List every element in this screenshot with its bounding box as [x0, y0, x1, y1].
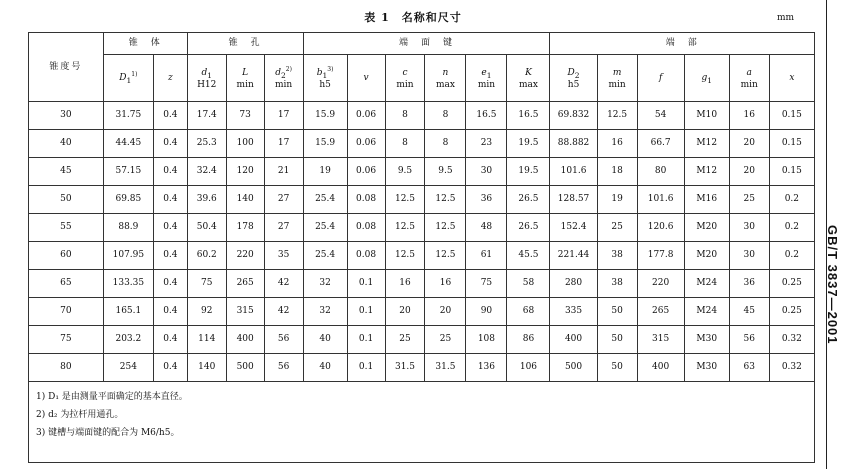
table-cell: 0.08 — [347, 242, 385, 270]
table-cell: 9.5 — [385, 158, 425, 186]
taper-no-cell: 40 — [29, 130, 104, 158]
table-cell: 86 — [507, 326, 550, 354]
table-cell: 25.4 — [303, 242, 347, 270]
table-cell: 178 — [226, 214, 264, 242]
table-cell: 8 — [385, 130, 425, 158]
table-cell: 0.4 — [153, 242, 187, 270]
table-cell: 16.5 — [507, 102, 550, 130]
table-cell: 54 — [637, 102, 684, 130]
table-cell: 23 — [466, 130, 507, 158]
column-header — [153, 55, 187, 102]
hole-group-header: 锥 孔 — [187, 33, 303, 55]
table-cell: 42 — [264, 270, 303, 298]
cone-group-header: 锥 体 — [103, 33, 187, 55]
column-header — [729, 55, 769, 102]
column-header — [103, 55, 153, 102]
table-cell: 56 — [729, 326, 769, 354]
table-cell: 0.4 — [153, 102, 187, 130]
table-cell: 69.85 — [103, 186, 153, 214]
table-cell: 16 — [729, 102, 769, 130]
notes-row — [29, 382, 815, 463]
column-symbol: z — [168, 73, 173, 84]
table-cell: 45 — [729, 298, 769, 326]
table-cell: 92 — [187, 298, 226, 326]
table-cell: 265 — [637, 298, 684, 326]
table-cell: 68 — [507, 298, 550, 326]
column-header — [550, 55, 597, 102]
table-cell: 400 — [550, 326, 597, 354]
table-cell: 56 — [264, 326, 303, 354]
table-cell: 8 — [425, 130, 466, 158]
column-unit: max — [435, 79, 455, 90]
table-cell: 12.5 — [425, 186, 466, 214]
table-cell: 18 — [597, 158, 637, 186]
table-row — [29, 354, 815, 382]
table-cell: 0.4 — [153, 186, 187, 214]
table-cell: 203.2 — [103, 326, 153, 354]
table-cell: 12.5 — [385, 242, 425, 270]
column-unit: H12 — [197, 79, 217, 90]
table-cell: 0.4 — [153, 158, 187, 186]
table-cell: 120 — [226, 158, 264, 186]
table-cell: 265 — [226, 270, 264, 298]
table-cell: 32.4 — [187, 158, 226, 186]
column-symbol: a — [746, 67, 752, 78]
table-cell: 25 — [597, 214, 637, 242]
table-cell: 36 — [729, 270, 769, 298]
table-cell: 60.2 — [187, 242, 226, 270]
table-cell: 19.5 — [507, 130, 550, 158]
column-symbol: $d_2^{2)}$ — [275, 65, 292, 80]
column-symbol: $g_1$ — [701, 73, 712, 85]
table-cell: 0.1 — [347, 270, 385, 298]
table-cell: 0.15 — [769, 158, 814, 186]
table-cell: 0.25 — [769, 298, 814, 326]
footnote: 2) d₂ 为拉杆用通孔。 — [36, 409, 124, 420]
table-cell: 90 — [466, 298, 507, 326]
column-symbol: $D_2$ — [567, 67, 580, 80]
table-cell: M24 — [684, 298, 729, 326]
table-cell: 25 — [385, 326, 425, 354]
table-cell: 12.5 — [597, 102, 637, 130]
table-cell: 0.2 — [769, 242, 814, 270]
table-cell: 63 — [729, 354, 769, 382]
table-cell: 31.5 — [425, 354, 466, 382]
table-cell: 21 — [264, 158, 303, 186]
column-header — [347, 55, 385, 102]
table-cell: 254 — [103, 354, 153, 382]
column-header — [226, 55, 264, 102]
table-cell: 38 — [597, 270, 637, 298]
table-cell: 26.5 — [507, 214, 550, 242]
taper-no-cell: 65 — [29, 270, 104, 298]
group-header-row — [29, 33, 815, 55]
table-cell: 280 — [550, 270, 597, 298]
table-cell: 0.15 — [769, 102, 814, 130]
table-cell: 38 — [597, 242, 637, 270]
table-cell: 30 — [729, 242, 769, 270]
table-cell: 0.1 — [347, 298, 385, 326]
table-cell: 0.08 — [347, 186, 385, 214]
table-cell: 107.95 — [103, 242, 153, 270]
table-cell: M20 — [684, 214, 729, 242]
table-cell: 140 — [226, 186, 264, 214]
table-cell: 0.15 — [769, 130, 814, 158]
table-cell: 58 — [507, 270, 550, 298]
table-cell: 16 — [425, 270, 466, 298]
table-cell: 0.06 — [347, 130, 385, 158]
table-row — [29, 298, 815, 326]
table-cell: 25 — [729, 186, 769, 214]
table-cell: 31.5 — [385, 354, 425, 382]
column-unit: min — [608, 79, 626, 90]
table-cell: 9.5 — [425, 158, 466, 186]
table-row — [29, 186, 815, 214]
table-cell: 69.832 — [550, 102, 597, 130]
taper-no-cell: 30 — [29, 102, 104, 130]
table-cell: 8 — [385, 102, 425, 130]
table-cell: 50 — [597, 298, 637, 326]
column-unit: h5 — [567, 79, 580, 90]
table-cell: 114 — [187, 326, 226, 354]
table-cell: 32 — [303, 270, 347, 298]
table-cell: 165.1 — [103, 298, 153, 326]
table-cell: 500 — [226, 354, 264, 382]
table-cell: 100 — [226, 130, 264, 158]
table-cell: M30 — [684, 326, 729, 354]
table-cell: 57.15 — [103, 158, 153, 186]
table-cell: 136 — [466, 354, 507, 382]
column-header — [597, 55, 637, 102]
table-row — [29, 158, 815, 186]
table-cell: M10 — [684, 102, 729, 130]
column-symbol: n — [442, 67, 449, 78]
table-cell: 12.5 — [385, 214, 425, 242]
footnote: 3) 键槽与端面键的配合为 M6/h5。 — [36, 427, 180, 438]
table-cell: 66.7 — [637, 130, 684, 158]
taper-no-cell: 75 — [29, 326, 104, 354]
standard-code: GB/T 3837—2001 — [825, 225, 840, 345]
table-cell: 0.06 — [347, 158, 385, 186]
table-cell: 27 — [264, 214, 303, 242]
table-cell: 30 — [466, 158, 507, 186]
column-symbol: $d_1$ — [201, 67, 213, 80]
table-cell: 152.4 — [550, 214, 597, 242]
table-cell: 133.35 — [103, 270, 153, 298]
taper-no-cell: 80 — [29, 354, 104, 382]
table-cell: 45.5 — [507, 242, 550, 270]
table-cell: 26.5 — [507, 186, 550, 214]
table-cell: 17.4 — [187, 102, 226, 130]
table-cell: 0.4 — [153, 298, 187, 326]
table-cell: 25 — [425, 326, 466, 354]
table-cell: 221.44 — [550, 242, 597, 270]
column-unit: min — [236, 79, 254, 90]
column-header — [385, 55, 425, 102]
table-cell: 27 — [264, 186, 303, 214]
table-row — [29, 242, 815, 270]
table-cell: 12.5 — [425, 214, 466, 242]
table-cell: 20 — [425, 298, 466, 326]
footnote: 1) D₁ 是由测量平面确定的基本直径。 — [36, 392, 188, 402]
table-cell: 30 — [729, 214, 769, 242]
table-cell: 73 — [226, 102, 264, 130]
table-cell: 50 — [597, 326, 637, 354]
table-cell: 16 — [597, 130, 637, 158]
table-cell: 0.08 — [347, 214, 385, 242]
table-cell: 315 — [226, 298, 264, 326]
table-cell: 50.4 — [187, 214, 226, 242]
taper-no-cell: 55 — [29, 214, 104, 242]
table-row — [29, 130, 815, 158]
table-cell: 400 — [226, 326, 264, 354]
column-unit: min — [396, 79, 414, 90]
table-cell: 128.57 — [550, 186, 597, 214]
table-cell: 101.6 — [637, 186, 684, 214]
column-header — [466, 55, 507, 102]
table-cell: 0.4 — [153, 354, 187, 382]
table-cell: 0.25 — [769, 270, 814, 298]
column-unit: max — [518, 79, 538, 90]
table-title: 表 1 名称和尺寸 — [364, 11, 462, 24]
table-cell: 88.882 — [550, 130, 597, 158]
table-cell: 40 — [303, 354, 347, 382]
table-cell: 500 — [550, 354, 597, 382]
column-header — [684, 55, 729, 102]
notes-cell — [29, 382, 815, 463]
table-body — [29, 102, 815, 382]
column-header — [303, 55, 347, 102]
table-row — [29, 326, 815, 354]
table-cell: 88.9 — [103, 214, 153, 242]
table-cell: 19 — [597, 186, 637, 214]
table-cell: 16 — [385, 270, 425, 298]
table-cell: 15.9 — [303, 130, 347, 158]
column-unit: min — [477, 79, 496, 90]
column-header — [264, 55, 303, 102]
table-cell: 31.75 — [103, 102, 153, 130]
table-cell: 220 — [637, 270, 684, 298]
taper-no-cell: 50 — [29, 186, 104, 214]
end-group-header: 端 部 — [550, 33, 815, 55]
table-cell: 120.6 — [637, 214, 684, 242]
table-cell: 177.8 — [637, 242, 684, 270]
column-symbol: $e_1$ — [481, 67, 492, 80]
table-cell: 335 — [550, 298, 597, 326]
table-cell: 0.32 — [769, 354, 814, 382]
table-cell: 75 — [466, 270, 507, 298]
key-group-header: 端 面 键 — [303, 33, 550, 55]
table-cell: 56 — [264, 354, 303, 382]
table-cell: 12.5 — [385, 186, 425, 214]
table-cell: M20 — [684, 242, 729, 270]
table-cell: 8 — [425, 102, 466, 130]
unit-label: mm — [777, 13, 795, 23]
column-header — [187, 55, 226, 102]
table-cell: 15.9 — [303, 102, 347, 130]
table-cell: 25.4 — [303, 214, 347, 242]
table-cell: 19 — [303, 158, 347, 186]
table-cell: 61 — [466, 242, 507, 270]
column-unit: min — [274, 79, 293, 90]
table-cell: 106 — [507, 354, 550, 382]
table-cell: M16 — [684, 186, 729, 214]
table-cell: 35 — [264, 242, 303, 270]
column-unit: h5 — [319, 79, 331, 90]
column-header — [769, 55, 814, 102]
taper-no-cell: 45 — [29, 158, 104, 186]
table-cell: M30 — [684, 354, 729, 382]
taper-no-cell: 70 — [29, 298, 104, 326]
table-cell: 0.2 — [769, 214, 814, 242]
table-cell: 40 — [303, 326, 347, 354]
column-header — [425, 55, 466, 102]
table-cell: 101.6 — [550, 158, 597, 186]
table-cell: 17 — [264, 130, 303, 158]
column-symbol: L — [242, 67, 249, 78]
table-cell: 0.1 — [347, 326, 385, 354]
table-cell: 0.4 — [153, 214, 187, 242]
table-cell: 80 — [637, 158, 684, 186]
table-cell: 140 — [187, 354, 226, 382]
column-header — [507, 55, 550, 102]
table-cell: 12.5 — [425, 242, 466, 270]
table-cell: 0.4 — [153, 130, 187, 158]
column-symbol: f — [658, 73, 663, 84]
table-cell: 32 — [303, 298, 347, 326]
column-unit: min — [740, 79, 758, 90]
column-symbol: c — [402, 67, 408, 78]
table-cell: 39.6 — [187, 186, 226, 214]
table-cell: 16.5 — [466, 102, 507, 130]
table-cell: 44.45 — [103, 130, 153, 158]
table-cell: M24 — [684, 270, 729, 298]
column-symbol: v — [363, 73, 369, 84]
table-cell: 0.4 — [153, 326, 187, 354]
column-symbol: $b_1^{3)}$ — [316, 65, 334, 80]
table-cell: 0.2 — [769, 186, 814, 214]
table-cell: 0.32 — [769, 326, 814, 354]
table-cell: 0.06 — [347, 102, 385, 130]
dimensions-table — [28, 32, 815, 463]
column-symbol: m — [612, 67, 622, 78]
taper-no-header: 锥度号 — [29, 33, 104, 102]
table-cell: 0.4 — [153, 270, 187, 298]
table-cell: 75 — [187, 270, 226, 298]
table-cell: M12 — [684, 130, 729, 158]
table-cell: M12 — [684, 158, 729, 186]
table-cell: 315 — [637, 326, 684, 354]
table-row — [29, 102, 815, 130]
column-header — [637, 55, 684, 102]
table-cell: 42 — [264, 298, 303, 326]
table-cell: 108 — [466, 326, 507, 354]
column-symbol: x — [789, 73, 795, 84]
table-cell: 36 — [466, 186, 507, 214]
table-cell: 20 — [729, 158, 769, 186]
table-row — [29, 270, 815, 298]
table-cell: 25.4 — [303, 186, 347, 214]
table-row — [29, 214, 815, 242]
taper-no-cell: 60 — [29, 242, 104, 270]
table-cell: 25.3 — [187, 130, 226, 158]
table-cell: 48 — [466, 214, 507, 242]
column-header-row — [29, 55, 815, 102]
column-symbol: K — [525, 67, 532, 78]
table-cell: 17 — [264, 102, 303, 130]
table-cell: 0.1 — [347, 354, 385, 382]
table-cell: 50 — [597, 354, 637, 382]
column-symbol: $D_1^{1)}$ — [119, 71, 138, 85]
table-cell: 220 — [226, 242, 264, 270]
table-cell: 20 — [385, 298, 425, 326]
table-cell: 20 — [729, 130, 769, 158]
table-cell: 19.5 — [507, 158, 550, 186]
table-cell: 400 — [637, 354, 684, 382]
